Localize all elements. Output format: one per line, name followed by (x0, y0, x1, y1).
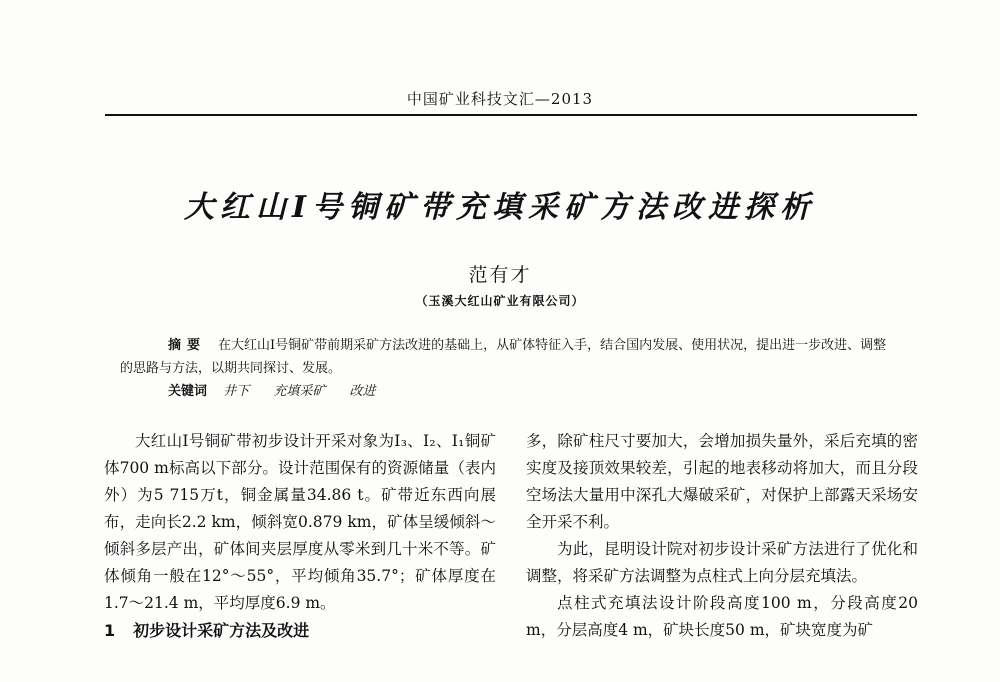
paper-title: 大红山Ⅰ号铜矿带充填采矿方法改进探析 (183, 190, 817, 225)
abstract (120, 334, 896, 380)
body-paragraph: 大红山Ⅰ号铜矿带初步设计开采对象为Ⅰ₃、Ⅰ₂、Ⅰ₁铜矿体700 m标高以下部分。设计范围保有的资源储量（表内外）为5 715万t，铜金属量34.86 t。矿带近东西向展布，走向长2.2 km，倾斜宽0.879 km，矿体呈缓倾斜～倾斜多层产出，矿体间夹层厚度从零米到几十米不等。矿体倾角一般在12°～55°，平均倾角35.7°；矿体厚度在1.7～21.4 m，平均厚度6.9 m。 (104, 432, 496, 612)
section-number: 1 (104, 621, 116, 640)
keyword: 改进 (349, 384, 376, 399)
abstract-label: 摘要 (168, 338, 207, 353)
body-paragraph: 点柱式充填法设计阶段高度100 m，分段高度20 m，分层高度4 m，矿块长度50 m，矿块宽度为矿 (526, 594, 918, 639)
author-affiliation: （玉溪大红山矿业有限公司） (415, 294, 585, 308)
header-rule (105, 114, 917, 116)
author-name: 范有才 (468, 264, 532, 286)
section-heading (104, 617, 496, 644)
abstract-text: 在大红山Ⅰ号铜矿带前期采矿方法改进的基础上，从矿体特征入手，结合国内发展、使用状况，提出进一步改进、调整的思路与方法，以期共同探讨、发展。 (120, 338, 887, 376)
right-column (526, 428, 918, 644)
body-paragraph: 为此，昆明设计院对初步设计采矿方法进行了优化和调整，将采矿方法调整为点柱式上向分层充填法。 (526, 540, 918, 585)
section-title: 初步设计采矿方法及改进 (133, 621, 310, 640)
keyword: 充填采矿 (273, 384, 326, 399)
left-column (104, 428, 496, 644)
running-head: 中国矿业科技文汇—2013 (406, 90, 594, 108)
keyword: 井下 (223, 384, 250, 399)
keywords (168, 380, 395, 399)
keywords-label: 关键词 (168, 384, 208, 399)
body-paragraph: 多，除矿柱尺寸要加大，会增加损失量外，采后充填的密实度及接顶效果较差，引起的地表移动将加大，而且分段空场法大量用中深孔大爆破采矿，对保护上部露天采场安全开采不利。 (526, 432, 918, 531)
